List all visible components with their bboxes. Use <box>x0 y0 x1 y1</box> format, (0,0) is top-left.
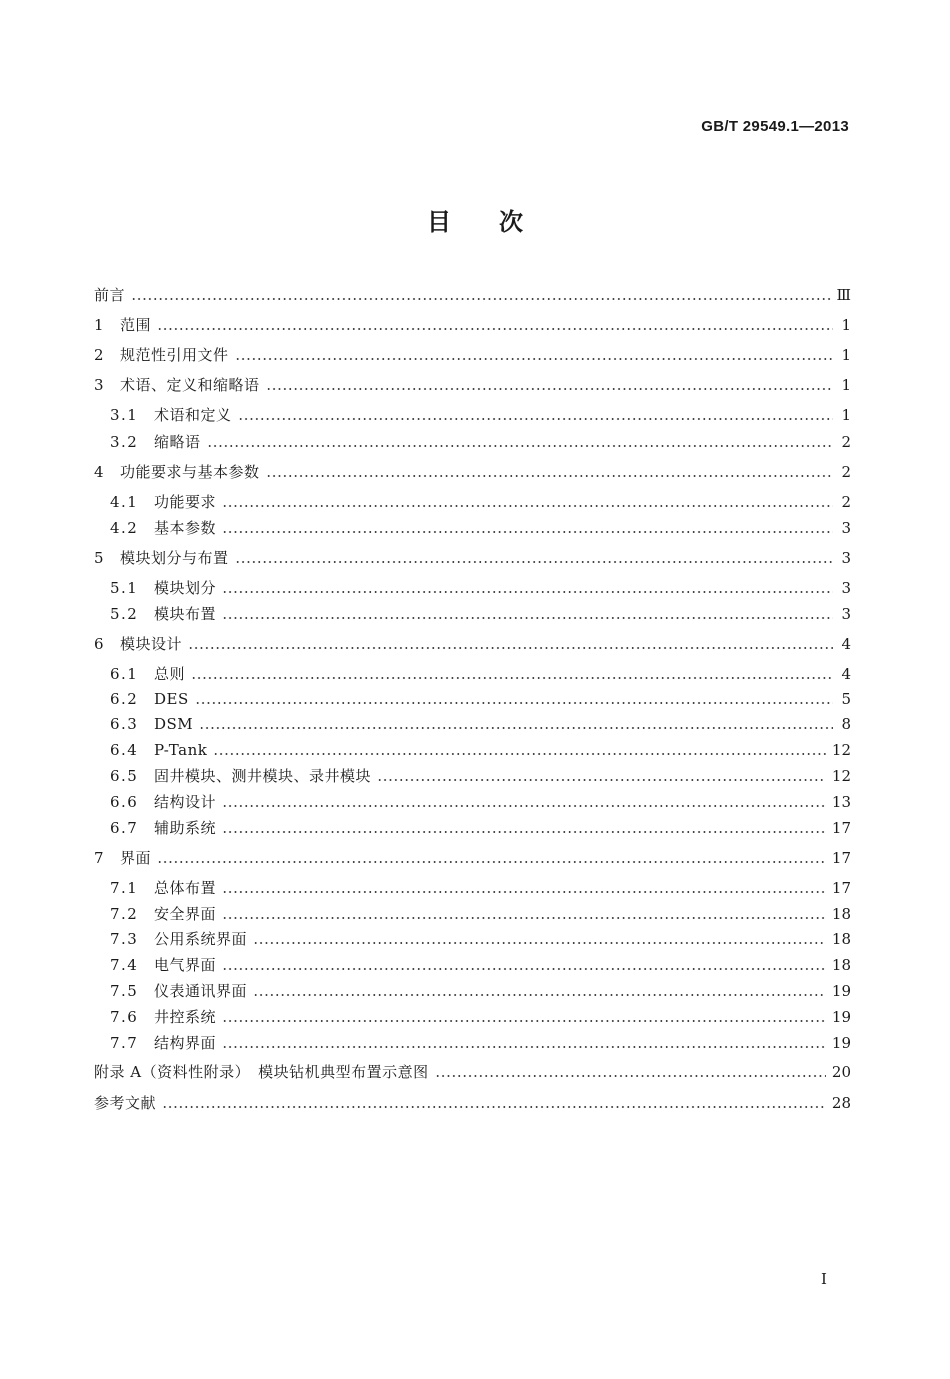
toc-leader-dots <box>222 831 826 833</box>
toc-entry-title: 功能要求与基本参数 <box>120 463 260 481</box>
toc-entry-title: 界面 <box>120 849 152 867</box>
toc-entry-title: P-Tank <box>154 741 208 759</box>
toc-entry-title: 总体布置 <box>154 879 217 897</box>
toc-leader-dots <box>222 891 826 893</box>
toc-leader-dots <box>213 753 826 755</box>
toc-entry-number: 6 <box>94 635 104 653</box>
toc-entry-page: 3 <box>841 579 851 597</box>
toc-entry[interactable] <box>110 405 851 425</box>
toc-entry[interactable] <box>94 375 851 395</box>
toc-entry-number: 7.5 <box>110 982 139 1000</box>
toc-entry[interactable] <box>94 548 851 568</box>
toc-leader-dots <box>235 561 833 563</box>
toc-entry-title: 电气界面 <box>154 956 217 974</box>
toc-entry[interactable] <box>110 904 851 924</box>
toc-leader-dots <box>266 475 833 477</box>
toc-entry-page: Ⅲ <box>836 286 851 304</box>
toc-entry-number: 2 <box>94 346 104 364</box>
toc-entry-title: 术语和定义 <box>154 406 232 424</box>
toc-leader-dots <box>195 702 833 704</box>
toc-entry-title: 模块划分与布置 <box>120 549 229 567</box>
toc-entry[interactable] <box>110 1007 851 1027</box>
toc-leader-dots <box>188 647 833 649</box>
toc-leader-dots <box>162 1106 826 1108</box>
toc-entry[interactable] <box>110 714 851 734</box>
toc-entry-title: 公用系统界面 <box>154 930 248 948</box>
toc-entry-title: DSM <box>154 715 194 733</box>
toc-entry[interactable] <box>110 518 851 538</box>
toc-entry-page: 13 <box>831 793 851 811</box>
toc-entry[interactable] <box>94 848 851 868</box>
toc-entry-number: 7 <box>94 849 104 867</box>
toc-entry[interactable] <box>94 285 851 305</box>
toc-leader-dots <box>235 358 833 360</box>
toc-entry-title: 模块布置 <box>154 605 217 623</box>
toc-entry[interactable] <box>94 315 851 335</box>
toc-entry-title: 安全界面 <box>154 905 217 923</box>
toc-entry-title: 附录 A（资料性附录） 模块钻机典型布置示意图 <box>94 1063 429 1081</box>
toc-entry[interactable] <box>110 1033 851 1053</box>
toc-entry-page: 2 <box>841 463 851 481</box>
toc-entry-title: 总则 <box>154 665 186 683</box>
toc-entry-number: 1 <box>94 316 104 334</box>
toc-leader-dots <box>222 805 826 807</box>
toc-entry-number: 7.1 <box>110 879 139 897</box>
toc-leader-dots <box>253 994 826 996</box>
toc-entry-number: 7.3 <box>110 930 139 948</box>
toc-entry-page: 28 <box>831 1094 851 1112</box>
toc-entry[interactable] <box>110 492 851 512</box>
toc-entry[interactable] <box>110 604 851 624</box>
toc-entry[interactable] <box>94 462 851 482</box>
toc-leader-dots <box>222 591 833 593</box>
toc-entry-number: 7.7 <box>110 1034 139 1052</box>
toc-entry-page: 19 <box>831 982 851 1000</box>
toc-entry[interactable] <box>110 818 851 838</box>
toc-leader-dots <box>131 298 831 300</box>
toc-entry-title: 规范性引用文件 <box>120 346 229 364</box>
toc-leader-dots <box>377 779 826 781</box>
toc-entry-page: 1 <box>841 346 851 364</box>
toc-entry[interactable] <box>110 929 851 949</box>
toc-leader-dots <box>253 942 826 944</box>
standard-code: GB/T 29549.1—2013 <box>701 118 849 135</box>
toc-entry-page: 17 <box>831 819 851 837</box>
toc-entry-page: 5 <box>841 690 851 708</box>
toc-entry-number: 6.3 <box>110 715 139 733</box>
toc-leader-dots <box>238 418 833 420</box>
toc-leader-dots <box>191 677 833 679</box>
toc-entry-page: 19 <box>831 1034 851 1052</box>
toc-entry[interactable] <box>110 664 851 684</box>
toc-entry-page: 4 <box>841 635 851 653</box>
toc-title <box>0 202 950 237</box>
toc-entry-title: 参考文献 <box>94 1094 157 1112</box>
toc-entry-page: 17 <box>831 879 851 897</box>
toc-entry-title: 术语、定义和缩略语 <box>120 376 260 394</box>
toc-leader-dots <box>435 1075 826 1077</box>
toc-entry-number: 5 <box>94 549 104 567</box>
toc-entry-number: 7.2 <box>110 905 139 923</box>
toc-entry-title: 范围 <box>120 316 152 334</box>
toc-entry[interactable] <box>110 740 851 760</box>
toc-entry-title: 功能要求 <box>154 493 217 511</box>
toc-entry[interactable] <box>94 1093 851 1113</box>
toc-entry-number: 3 <box>94 376 104 394</box>
toc-entry[interactable] <box>94 345 851 365</box>
toc-entry-title: 固井模块、测井模块、录井模块 <box>154 767 372 785</box>
toc-entry-number: 7.4 <box>110 956 139 974</box>
toc-entry-title: 模块划分 <box>154 579 217 597</box>
toc-entry-page: 20 <box>831 1063 851 1081</box>
toc-entry-number: 6.6 <box>110 793 139 811</box>
toc-leader-dots <box>222 1020 826 1022</box>
toc-entry-page: 3 <box>841 519 851 537</box>
toc-leader-dots <box>222 968 826 970</box>
toc-entry-title: 前言 <box>94 286 126 304</box>
toc-entry[interactable] <box>94 1062 851 1082</box>
toc-entry-page: 12 <box>831 767 851 785</box>
toc-entry-number: 6.4 <box>110 741 139 759</box>
toc-entry-title: 基本参数 <box>154 519 217 537</box>
toc-leader-dots <box>222 617 833 619</box>
toc-entry-title: 缩略语 <box>154 433 201 451</box>
toc-entry[interactable] <box>110 766 851 786</box>
toc-entry-page: 1 <box>841 316 851 334</box>
toc-entry-title: DES <box>154 690 189 708</box>
toc-entry-number: 6.5 <box>110 767 139 785</box>
toc-entry[interactable] <box>110 578 851 598</box>
toc-entry-page: 17 <box>831 849 851 867</box>
toc-entry[interactable] <box>110 432 851 452</box>
toc-entry-page: 18 <box>831 930 851 948</box>
toc-entry-page: 8 <box>841 715 851 733</box>
toc-entry-number: 7.6 <box>110 1008 139 1026</box>
toc-entry-title: 井控系统 <box>154 1008 217 1026</box>
toc-entry-number: 4.1 <box>110 493 139 511</box>
toc-entry-number: 6.7 <box>110 819 139 837</box>
toc-leader-dots <box>157 861 826 863</box>
toc-entry-number: 4.2 <box>110 519 139 537</box>
toc-entry[interactable] <box>110 792 851 812</box>
toc-leader-dots <box>199 727 833 729</box>
toc-entry-title: 仪表通讯界面 <box>154 982 248 1000</box>
toc-leader-dots <box>222 531 833 533</box>
toc-leader-dots <box>222 505 833 507</box>
toc-leader-dots <box>222 917 826 919</box>
page-number: I <box>821 1270 827 1288</box>
toc-entry-page: 3 <box>841 549 851 567</box>
toc-entry[interactable] <box>110 689 851 709</box>
toc-entry-number: 5.2 <box>110 605 139 623</box>
toc-entry-number: 3.2 <box>110 433 139 451</box>
toc-entry-title: 结构界面 <box>154 1034 217 1052</box>
toc-leader-dots <box>266 388 833 390</box>
toc-entry-title: 模块设计 <box>120 635 183 653</box>
toc-entry-page: 3 <box>841 605 851 623</box>
toc-entry-number: 4 <box>94 463 104 481</box>
toc-entry-page: 18 <box>831 905 851 923</box>
toc-entry-title: 结构设计 <box>154 793 217 811</box>
toc-entry-title: 辅助系统 <box>154 819 217 837</box>
toc-entry-page: 4 <box>841 665 851 683</box>
toc-entry-number: 6.1 <box>110 665 139 683</box>
toc-entry-page: 12 <box>831 741 851 759</box>
toc-entry-page: 19 <box>831 1008 851 1026</box>
toc-entry-number: 5.1 <box>110 579 139 597</box>
toc-title-char-2: 次 <box>499 208 523 236</box>
toc-leader-dots <box>207 445 833 447</box>
toc-entry[interactable] <box>110 955 851 975</box>
toc-entry-page: 2 <box>841 433 851 451</box>
toc-leader-dots <box>157 328 833 330</box>
toc-entry-number: 3.1 <box>110 406 139 424</box>
toc-leader-dots <box>222 1046 826 1048</box>
toc-entry[interactable] <box>110 878 851 898</box>
toc-entry-page: 1 <box>841 376 851 394</box>
toc-title-char-1: 目 <box>427 208 451 236</box>
toc-entry-page: 1 <box>841 406 851 424</box>
toc-entry-page: 2 <box>841 493 851 511</box>
toc-entry-page: 18 <box>831 956 851 974</box>
toc-entry-number: 6.2 <box>110 690 139 708</box>
toc-entry[interactable] <box>110 981 851 1001</box>
toc-entry[interactable] <box>94 634 851 654</box>
